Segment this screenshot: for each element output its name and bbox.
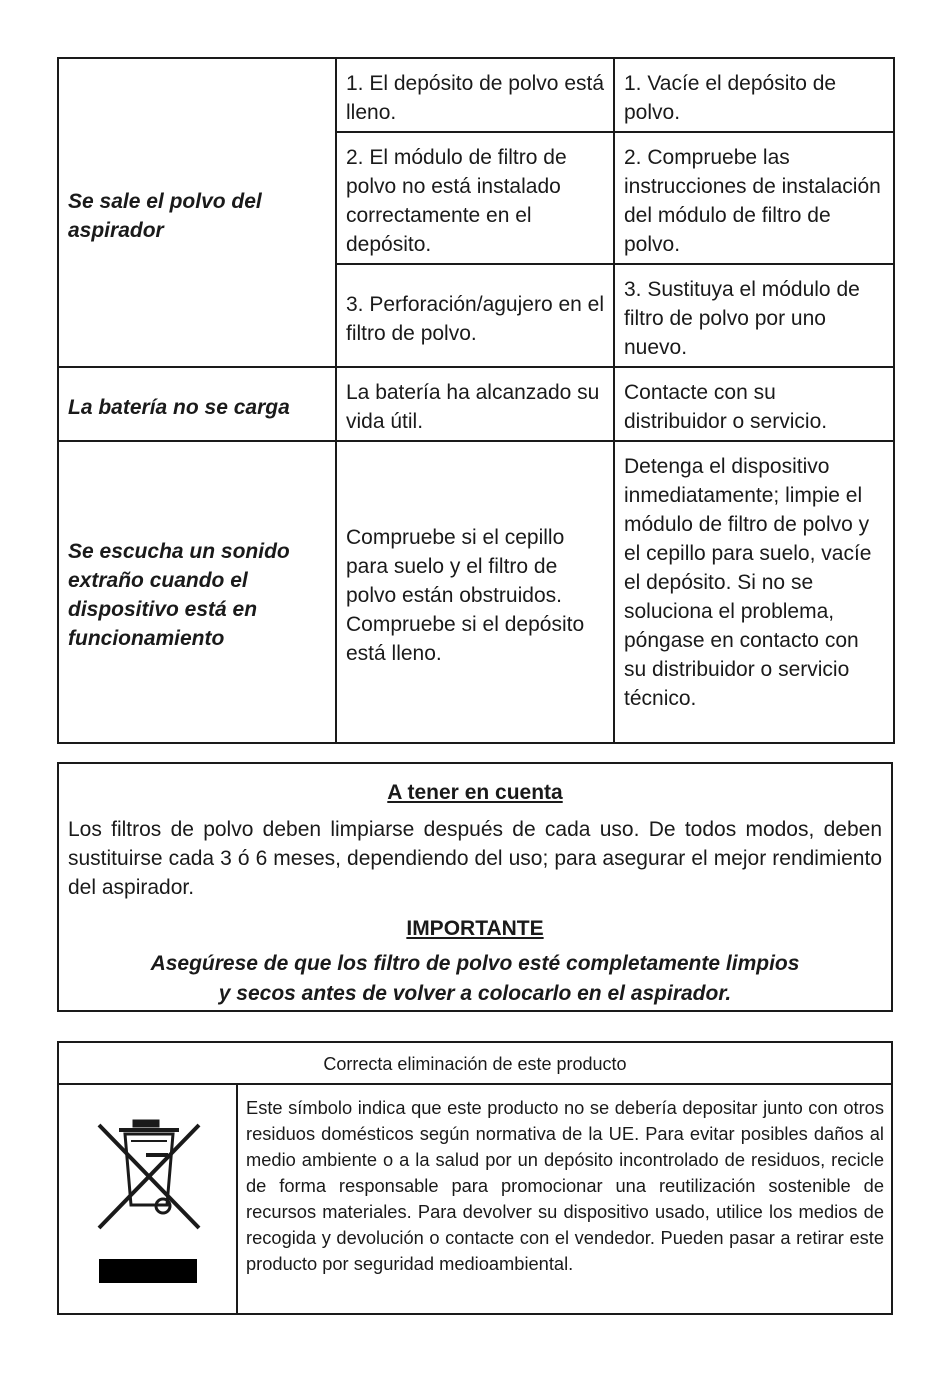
solution-cell: Contacte con su distribuidor o servicio. <box>614 367 894 441</box>
important-title: IMPORTANTE <box>406 917 544 940</box>
important-line-1: Asegúrese de que los filtro de polvo esté completamente limpios <box>150 952 800 975</box>
cause-cell: 3. Perforación/agujero en el filtro de polvo. <box>336 264 614 367</box>
disposal-title: Correcta eliminación de este producto <box>59 1043 891 1085</box>
table-row <box>58 367 894 441</box>
note-text: Los filtros de polvo deben limpiarse después de cada uso. De todos modos, deben sustituirse cada 3 ó 6 meses, dependiendo del uso; para asegurar el mejor rendimiento del aspirador. <box>68 818 882 899</box>
cause-cell: La batería ha alcanzado su vida útil. <box>336 367 614 441</box>
disposal-icon-cell <box>59 1085 238 1313</box>
solution-cell: 2. Compruebe las instrucciones de instalación del módulo de filtro de polvo. <box>614 132 894 264</box>
important-line-2: y secos antes de volver a colocarlo en el aspirador. <box>218 982 732 1005</box>
table-row <box>58 441 894 743</box>
problem-cell: Se escucha un sonido extraño cuando el dispositivo está en funcionamiento <box>58 441 336 743</box>
solution-cell: 3. Sustituya el módulo de filtro de polvo por uno nuevo. <box>614 264 894 367</box>
cause-cell: 2. El módulo de filtro de polvo no está instalado correctamente en el depósito. <box>336 132 614 264</box>
problem-cell: La batería no se carga <box>58 367 336 441</box>
solution-cell: 1. Vacíe el depósito de polvo. <box>614 58 894 132</box>
note-box <box>57 762 893 1012</box>
solution-cell: Detenga el dispositivo inmediatamente; limpie el módulo de filtro de polvo y el cepillo para suelo, vacíe el depósito. Si no se soluciona el problema, póngase en contacto con su distribuidor o servicio técnico. <box>614 441 894 743</box>
troubleshooting-table <box>57 57 895 744</box>
problem-cell: Se sale el polvo del aspirador <box>58 58 336 367</box>
table-row <box>58 58 894 132</box>
cause-cell: Compruebe si el cepillo para suelo y el filtro de polvo están obstruidos. Compruebe si el depósito está lleno. <box>336 441 614 743</box>
cause-cell: 1. El depósito de polvo está lleno. <box>336 58 614 132</box>
disposal-text: Este símbolo indica que este producto no se debería depositar junto con otros residuos domésticos según normativa de la UE. Para evitar posibles daños al medio ambiente o a la salud por un depósito incontrolado de residuos, recicle de forma responsable para promocionar una reutilización sostenible de recursos materiales. Para devolver su dispositivo usado, utilice los medios de recogida y devolución o contacte con el vendedor. Pueden pasar a retirar este producto por seguridad medioambiental. <box>246 1097 884 1274</box>
weee-crossed-bin-icon <box>59 1085 236 1313</box>
disposal-box <box>57 1041 893 1315</box>
note-title: A tener en cuenta <box>387 781 563 804</box>
